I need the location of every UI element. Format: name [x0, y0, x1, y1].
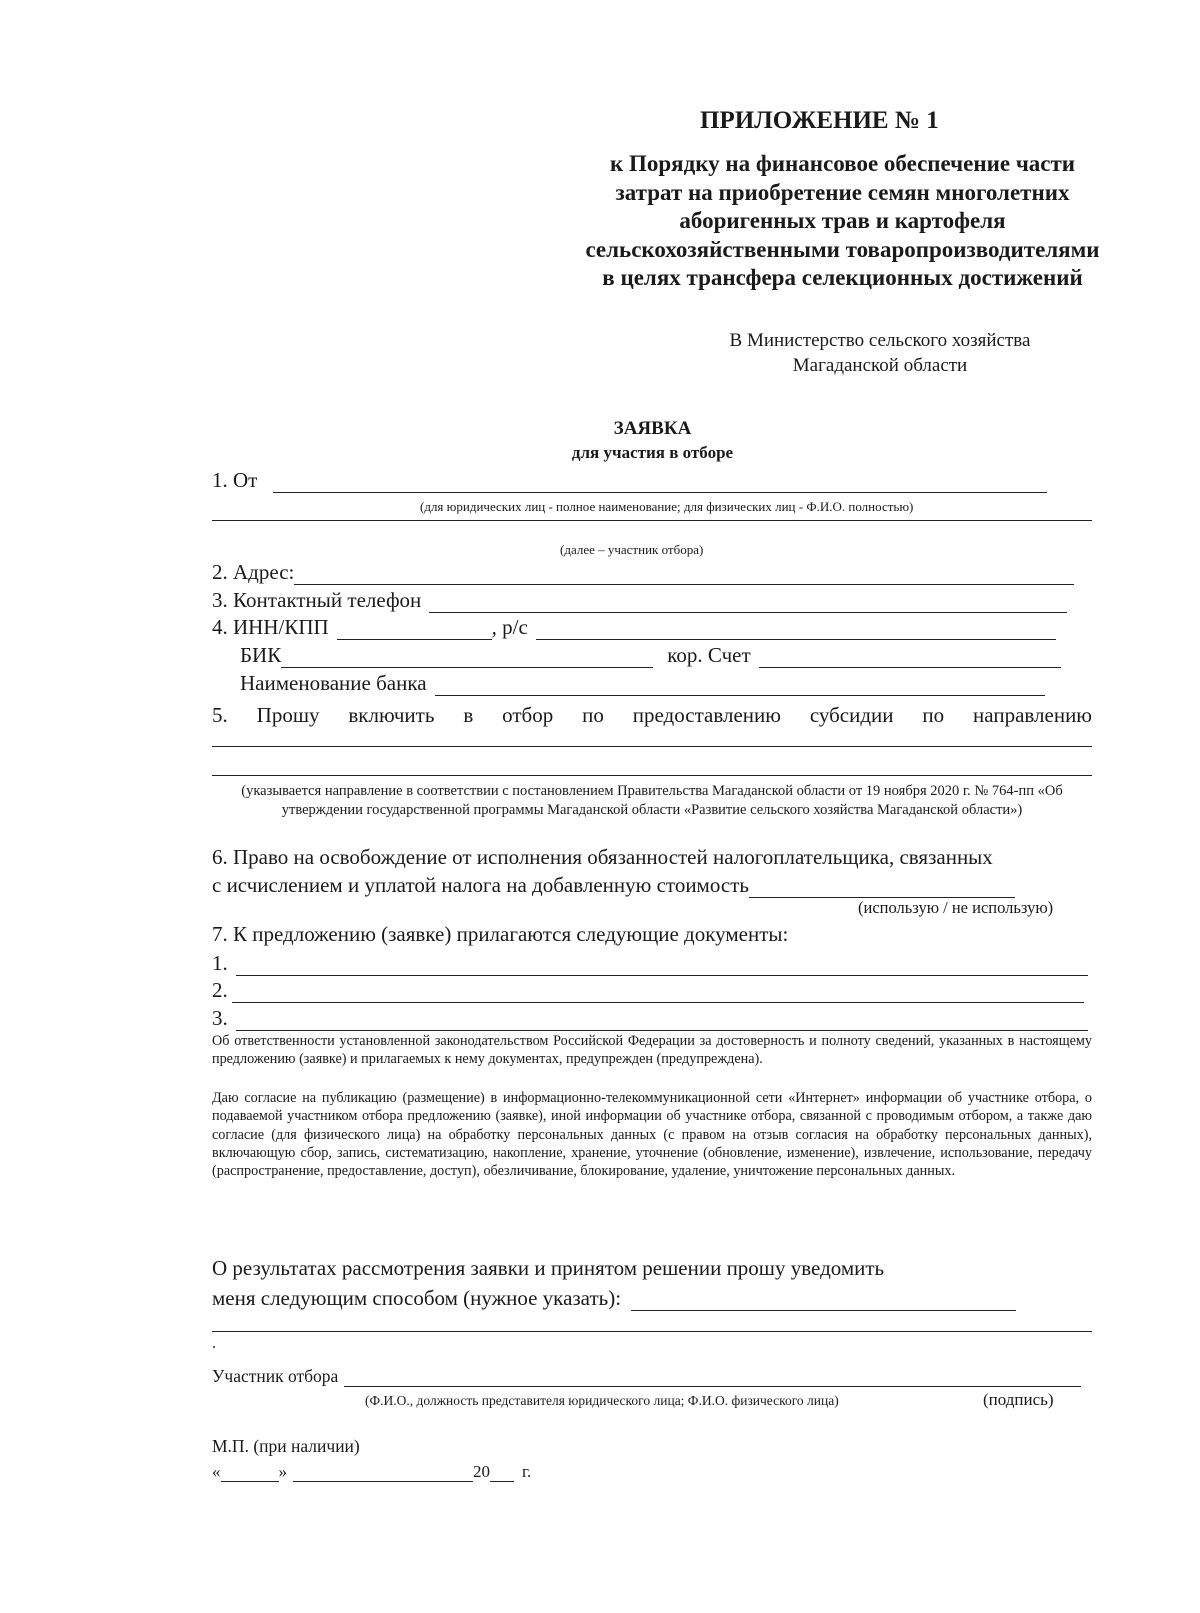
- date-open-quote: «: [212, 1462, 221, 1481]
- participant-hint: (далее – участник отбора): [560, 542, 704, 557]
- notification-method-field[interactable]: [631, 1289, 1016, 1311]
- bik-label: БИК: [240, 643, 282, 667]
- addressee: В Министерство сельского хозяйства Магаданской области: [729, 330, 1031, 376]
- phone-field[interactable]: [429, 591, 1067, 613]
- bank-field[interactable]: [435, 674, 1045, 696]
- phone-row: [212, 588, 1067, 613]
- vat-row: [212, 873, 1015, 898]
- address-row: [212, 560, 1074, 585]
- date-month-field[interactable]: [293, 1464, 473, 1482]
- direction-field-2[interactable]: [212, 775, 1092, 776]
- address-label: 2. Адрес:: [212, 560, 295, 584]
- date-year-prefix: 20: [473, 1462, 490, 1481]
- bik-row: [240, 643, 1061, 668]
- signature-hint: (подпись): [983, 1390, 1054, 1409]
- request-text: 5. Прошу включить в отбор по предоставлению субсидии по направлению: [212, 703, 1092, 727]
- doc-field-1[interactable]: [236, 954, 1088, 976]
- direction-field-1[interactable]: [212, 746, 1092, 747]
- date-row: [212, 1462, 531, 1482]
- address-field[interactable]: [294, 563, 1074, 585]
- responsibility-disclaimer: Об ответственности установленной законодательством Российской Федерации за достоверность и полноту сведений, указанных в настоящему предложению (заявке) и прилагаемых к нему документах, предупрежден (предупреждена).: [212, 1033, 1092, 1068]
- vat-hint: (использую / не использую): [858, 898, 1054, 917]
- from-hint: (для юридических лиц - полное наименование; для физических лиц - Ф.И.О. полностью): [420, 499, 914, 514]
- from-field-continuation[interactable]: [212, 520, 1092, 521]
- corr-account-label: кор. Счет: [667, 643, 751, 667]
- appendix-subtitle: к Порядку на финансовое обеспечение части затрат на приобретение семян многолетних аборигенных трав и картофеля сельскохозяйственными товаропроизводителями в целях трансфера селекционных достижений: [585, 151, 1100, 290]
- bank-row: [240, 671, 1045, 696]
- docs-label: 7. К предложению (заявке) прилагаются следующие документы:: [212, 922, 789, 946]
- vat-line-2: с исчислением и уплатой налога на добавленную стоимость: [212, 873, 749, 897]
- appendix-title: ПРИЛОЖЕНИЕ № 1: [700, 107, 939, 134]
- notification-dot: .: [212, 1335, 216, 1352]
- doc-row-3: [212, 1006, 1088, 1031]
- doc-row-2: [212, 978, 1084, 1003]
- doc-row-1: [212, 951, 1088, 976]
- account-field[interactable]: [536, 618, 1056, 640]
- phone-label: 3. Контактный телефон: [212, 588, 422, 612]
- inn-row: [212, 615, 1056, 640]
- bank-label: Наименование банка: [240, 671, 427, 695]
- consent-disclaimer: Даю согласие на публикацию (размещение) в информационно-телекоммуникационной сети «Интернет» информации об участнике отбора, о подаваемой участником отбора предложению (заявке), иной информации об участнике отбора, связанной с проводимым отбором, а также даю согласие (для физического лица) на обработку персональных данных (с правом на отзыв согласия на обработку персональных данных), включающую сбор, запись, систематизацию, накопление, хранение, уточнение (обновление, изменение), извлечение, использование, передачу (распространение, предоставление, доступ), обезличивание, блокирование, удаление, уничтожение персональных данных.: [212, 1090, 1092, 1180]
- from-field[interactable]: [273, 471, 1047, 493]
- corr-account-field[interactable]: [759, 646, 1061, 668]
- participant-row: [212, 1366, 1081, 1387]
- notification-line-1: О результатах рассмотрения заявки и принятом решении прошу уведомить: [212, 1256, 885, 1280]
- participant-hint: (Ф.И.О., должность представителя юридического лица; Ф.И.О. физического лица): [365, 1393, 839, 1408]
- date-suffix: г.: [522, 1462, 532, 1481]
- doc-field-2[interactable]: [232, 981, 1084, 1003]
- date-day-field[interactable]: [221, 1464, 279, 1482]
- direction-hint: (указывается направление в соответствии с постановлением Правительства Магаданской области от 19 ноября 2020 г. № 764-пп «Об утверждении государственной программы Магаданской области «Развитие сельского хозяйства Магаданской области»): [241, 783, 1063, 818]
- from-label: 1. От: [212, 468, 258, 492]
- doc-number-2: 2.: [212, 978, 228, 1002]
- from-row: [212, 468, 1047, 493]
- participant-label: Участник отбора: [212, 1366, 339, 1386]
- stamp-label: М.П. (при наличии): [212, 1436, 360, 1456]
- date-year-field[interactable]: [490, 1464, 514, 1482]
- vat-line-1: 6. Право на освобождение от исполнения обязанностей налогоплательщика, связанных: [212, 845, 993, 869]
- doc-number-1: 1.: [212, 951, 228, 975]
- inn-label: 4. ИНН/КПП: [212, 615, 329, 639]
- date-close-quote: »: [278, 1462, 287, 1481]
- application-subtitle: для участия в отборе: [571, 443, 734, 462]
- inn-field[interactable]: [337, 618, 492, 640]
- participant-field[interactable]: [344, 1368, 1081, 1387]
- notification-line-2: меня следующим способом (нужное указать):: [212, 1286, 622, 1310]
- account-label: , р/с: [491, 615, 528, 639]
- vat-field[interactable]: [749, 876, 1015, 898]
- bik-field[interactable]: [281, 646, 653, 668]
- notification-method-field-2[interactable]: [212, 1331, 1092, 1332]
- notification-row: [212, 1286, 1016, 1311]
- application-title: ЗАЯВКА: [613, 418, 692, 439]
- doc-number-3: 3.: [212, 1006, 228, 1030]
- doc-field-3[interactable]: [236, 1009, 1088, 1031]
